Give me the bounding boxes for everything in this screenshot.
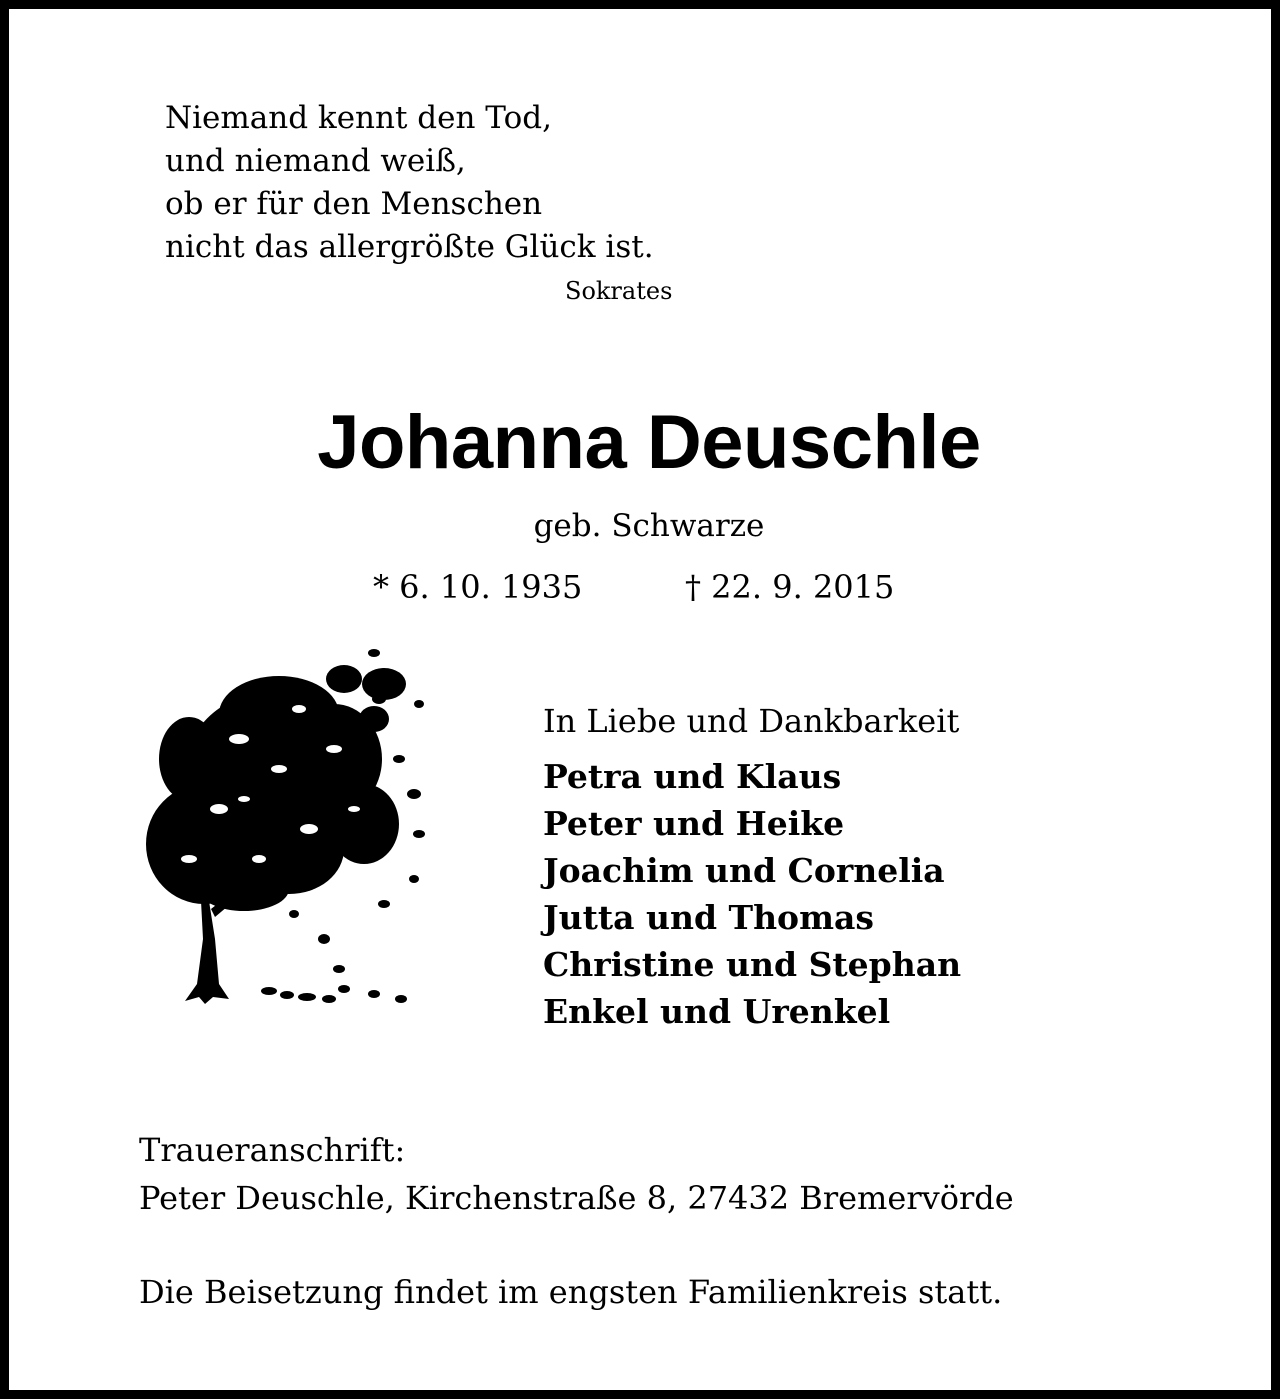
maiden-name: geb. Schwarze (533, 508, 765, 544)
quote (165, 97, 654, 269)
mourner-name: Christine und Stephan (543, 945, 962, 984)
quote-author: Sokrates (565, 277, 673, 305)
mourner-name: Joachim und Cornelia (543, 851, 945, 890)
mourner-list (543, 753, 961, 1035)
mourner-name: Petra und Klaus (543, 757, 842, 796)
quote-line: und niemand weiß, (165, 143, 466, 179)
deceased-name: Johanna Deuschle (317, 400, 981, 485)
mourner-name: Enkel und Urenkel (543, 992, 891, 1031)
address-label: Traueranschrift: (139, 1131, 406, 1169)
mourner-name: Jutta und Thomas (543, 898, 874, 937)
quote-line: nicht das allergrößte Glück ist. (165, 229, 654, 265)
quote-line: Niemand kennt den Tod, (165, 100, 552, 136)
mourning-intro: In Liebe und Dankbarkeit (543, 702, 960, 740)
death-date: † 22. 9. 2015 (685, 568, 895, 606)
address-text: Peter Deuschle, Kirchenstraße 8, 27432 Bremervörde (139, 1179, 1014, 1217)
birth-date: * 6. 10. 1935 (373, 568, 583, 606)
quote-line: ob er für den Menschen (165, 186, 543, 222)
windblown-tree-icon (129, 639, 439, 1019)
burial-note: Die Beisetzung findet im engsten Familienkreis statt. (139, 1273, 1003, 1311)
mourner-name: Peter und Heike (543, 804, 845, 843)
